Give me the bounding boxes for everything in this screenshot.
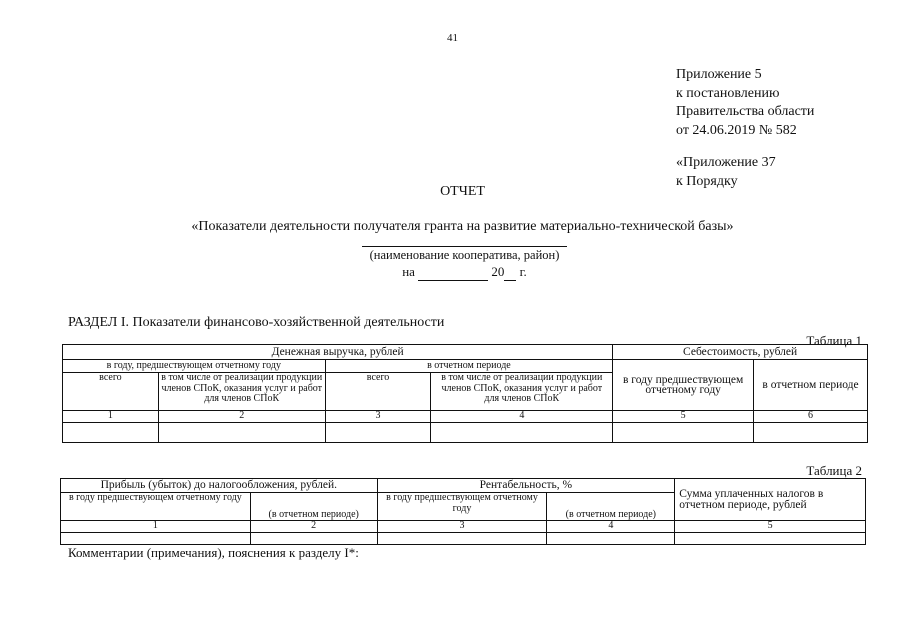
current-period-header: (в отчетном периоде) bbox=[547, 493, 675, 521]
column-number: 1 bbox=[63, 411, 159, 423]
appendix-line: Правительства области bbox=[676, 104, 815, 119]
table-cell[interactable] bbox=[547, 533, 675, 545]
table1 bbox=[62, 344, 868, 443]
column-number: 5 bbox=[613, 411, 754, 423]
table-cell[interactable] bbox=[754, 423, 868, 443]
incl-header: в том числе от реализации продукции членов СПоК, оказания услуг и работ для членов СПоК bbox=[158, 373, 325, 411]
year-blank bbox=[504, 264, 516, 281]
table2 bbox=[60, 478, 866, 545]
prev-year-header: в году предшествующем отчетному году bbox=[61, 493, 251, 521]
total-header: всего bbox=[325, 373, 431, 411]
table-cell[interactable] bbox=[250, 533, 377, 545]
table2-label: Таблица 2 bbox=[806, 463, 862, 478]
revenue-header: Денежная выручка, рублей bbox=[63, 345, 613, 360]
table-cell[interactable] bbox=[325, 423, 431, 443]
prev-year-header: в году, предшествующем отчетному году bbox=[63, 360, 326, 373]
table-cell[interactable] bbox=[613, 423, 754, 443]
appendix-line: от 24.06.2019 № 582 bbox=[676, 122, 797, 138]
column-number: 5 bbox=[675, 521, 866, 533]
prev-year-header: в году предшествующем отчетному году bbox=[377, 493, 547, 521]
coop-name-line bbox=[362, 246, 567, 247]
period-year: 20 bbox=[491, 264, 505, 279]
incl-header: в том числе от реализации продукции членов СПоК, оказания услуг и работ для членов СПоК bbox=[431, 373, 613, 411]
section-title: РАЗДЕЛ I. Показатели финансово-хозяйственной деятельности bbox=[68, 315, 445, 330]
period-prefix: на bbox=[402, 264, 415, 279]
column-number: 1 bbox=[61, 521, 251, 533]
reporting-period-header: в отчетном периоде bbox=[325, 360, 613, 373]
total-header: всего bbox=[63, 373, 159, 411]
table-cell[interactable] bbox=[377, 533, 547, 545]
table-cell[interactable] bbox=[158, 423, 325, 443]
coop-caption: (наименование кооператива, район) bbox=[369, 248, 560, 262]
table-cell[interactable] bbox=[431, 423, 613, 443]
profit-header: Прибыль (убыток) до налогообложения, рублей. bbox=[61, 479, 378, 493]
appendix-block bbox=[676, 66, 814, 140]
column-number: 6 bbox=[754, 411, 868, 423]
current-period-header: (в отчетном периоде) bbox=[250, 493, 377, 521]
report-subtitle: «Показатели деятельности получателя гранта на развитие материально-технической базы» bbox=[191, 219, 734, 234]
column-number: 3 bbox=[325, 411, 431, 423]
column-number: 3 bbox=[377, 521, 547, 533]
period-blank bbox=[418, 264, 488, 281]
table1-label: Таблица 1 bbox=[806, 333, 862, 348]
comment-label: Комментарии (примечания), пояснения к разделу I*: bbox=[68, 545, 359, 560]
column-number: 4 bbox=[547, 521, 675, 533]
period-suffix: г. bbox=[519, 264, 527, 279]
appendix-line: «Приложение 37 bbox=[676, 155, 776, 170]
appendix-line: к Порядку bbox=[676, 173, 738, 189]
table-cell[interactable] bbox=[61, 533, 251, 545]
appendix-line: Приложение 5 bbox=[676, 67, 762, 82]
taxes-header: Сумма уплаченных налогов в отчетном периоде, рублей bbox=[675, 479, 866, 521]
column-number: 2 bbox=[250, 521, 377, 533]
cost-prev-year-header: в году предшествующем отчетному году bbox=[613, 360, 754, 411]
appendix-line: к постановлению bbox=[676, 85, 780, 101]
table-cell[interactable] bbox=[63, 423, 159, 443]
table-cell[interactable] bbox=[675, 533, 866, 545]
column-number: 4 bbox=[431, 411, 613, 423]
column-number: 2 bbox=[158, 411, 325, 423]
period-line bbox=[362, 264, 567, 281]
cost-header: Себестоимость, рублей bbox=[613, 345, 868, 360]
page-number: 41 bbox=[447, 32, 458, 44]
profitability-header: Рентабельность, % bbox=[377, 479, 675, 493]
report-title: ОТЧЕТ bbox=[440, 184, 485, 199]
cost-current-header: в отчетном периоде bbox=[754, 360, 868, 411]
